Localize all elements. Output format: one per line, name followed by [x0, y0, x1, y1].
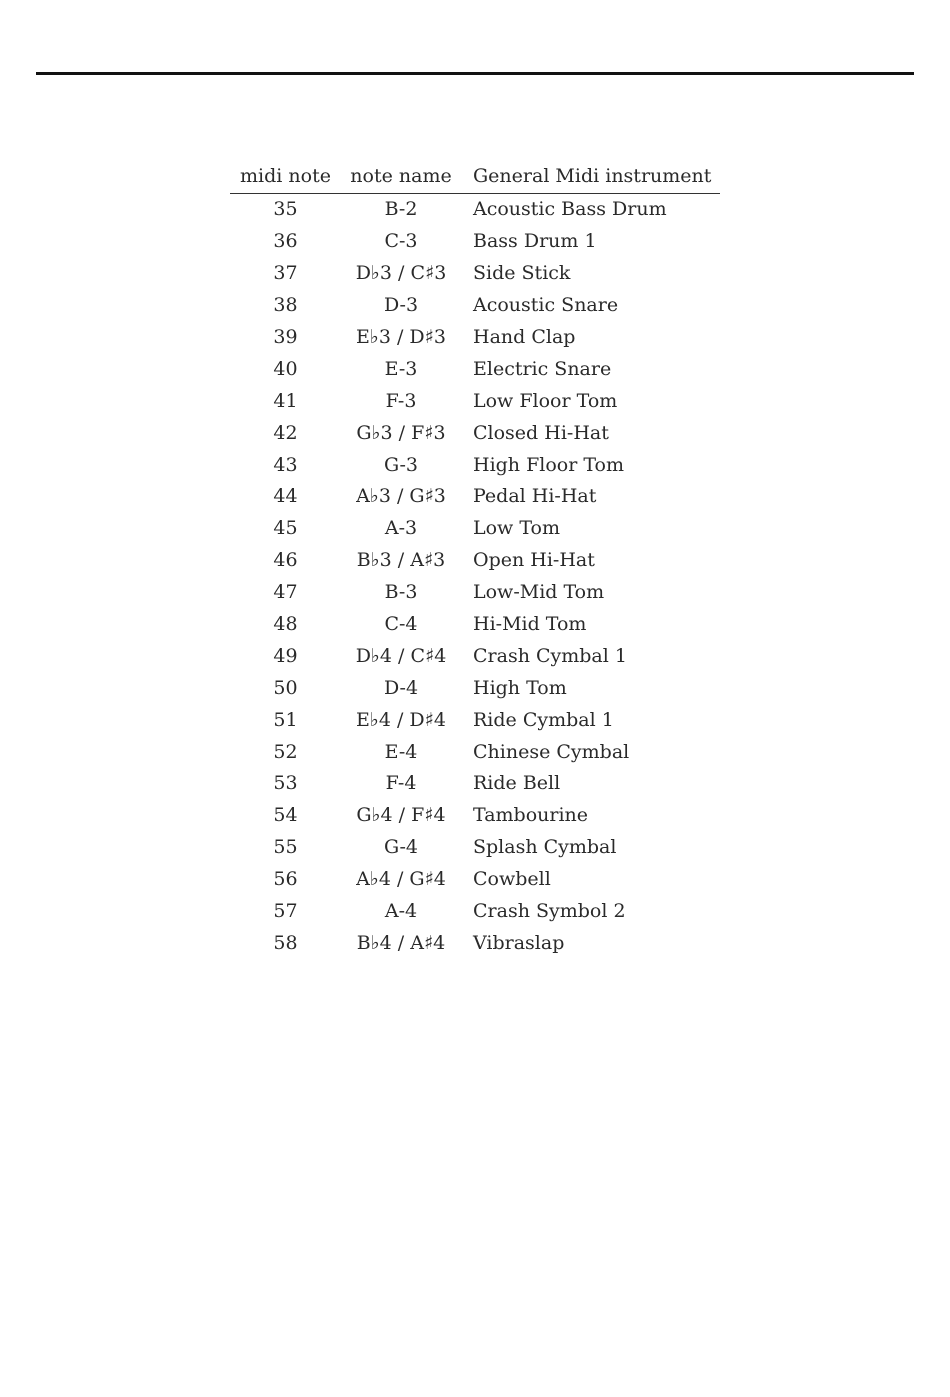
instrument-cell: Ride Cymbal 1 — [473, 708, 614, 731]
instrument-cell: Electric Snare — [473, 357, 612, 380]
midi-note-cell: 57 — [273, 900, 298, 923]
table-row — [230, 322, 720, 354]
midi-note-cell: 42 — [273, 421, 298, 444]
header-instrument: General Midi instrument — [473, 165, 712, 187]
note-name-cell: A-4 — [384, 900, 418, 923]
table-row — [230, 258, 720, 290]
note-name-cell: D-3 — [383, 294, 419, 317]
instrument-cell: Cowbell — [473, 868, 551, 891]
instrument-cell: Acoustic Bass Drum — [473, 198, 667, 221]
instrument-cell: Hand Clap — [473, 326, 576, 348]
note-name-cell: F-3 — [385, 389, 417, 412]
table-row — [230, 609, 720, 641]
instrument-cell: Side Stick — [473, 262, 571, 285]
note-name-cell: A-3 — [384, 517, 418, 540]
midi-note-cell: 36 — [273, 230, 298, 253]
table-row — [230, 545, 720, 577]
page-header-rule — [36, 72, 914, 75]
table-header-row — [230, 160, 720, 194]
instrument-cell: Crash Cymbal 1 — [473, 644, 627, 667]
table-row — [230, 449, 720, 481]
note-name-cell: E♭4 / D♯4 — [356, 708, 446, 731]
table-row — [230, 896, 720, 928]
midi-note-cell: 46 — [273, 549, 298, 572]
midi-note-cell: 44 — [273, 485, 298, 508]
instrument-cell: Vibraslap — [473, 931, 565, 954]
midi-note-cell: 43 — [273, 453, 298, 476]
midi-note-cell: 50 — [273, 676, 298, 699]
instrument-cell: Splash Cymbal — [473, 836, 617, 859]
midi-note-cell: 52 — [273, 740, 298, 763]
midi-note-cell: 56 — [273, 868, 298, 891]
midi-note-cell: 55 — [273, 836, 298, 859]
table-row — [230, 768, 720, 800]
midi-note-cell: 54 — [273, 804, 298, 827]
instrument-cell: Low Tom — [473, 517, 561, 540]
note-name-cell: F-4 — [385, 772, 417, 795]
table-row — [230, 672, 720, 704]
instrument-cell: Bass Drum 1 — [473, 230, 597, 253]
note-name-cell: G♭3 / F♯3 — [356, 421, 446, 444]
note-name-cell: B♭4 / A♯4 — [356, 931, 446, 954]
note-name-cell: E-4 — [384, 740, 418, 763]
header-note-name: note name — [350, 165, 452, 187]
note-name-cell: A♭3 / G♯3 — [356, 485, 446, 508]
midi-note-cell: 53 — [273, 772, 298, 795]
note-name-cell: C-4 — [384, 613, 418, 636]
table-row — [230, 353, 720, 385]
midi-drum-table — [230, 160, 720, 959]
note-name-cell: D♭3 / C♯3 — [355, 262, 447, 285]
table-row — [230, 864, 720, 896]
table-row — [230, 417, 720, 449]
table-row — [230, 927, 720, 959]
instrument-cell: High Tom — [473, 676, 567, 699]
midi-note-cell: 45 — [273, 517, 298, 540]
instrument-cell: Crash Symbol 2 — [473, 900, 626, 923]
instrument-cell: Open Hi-Hat — [473, 549, 595, 572]
note-name-cell: D-4 — [383, 676, 419, 699]
table-row — [230, 800, 720, 832]
midi-note-cell: 38 — [273, 294, 298, 317]
table-row — [230, 513, 720, 545]
table-row — [230, 385, 720, 417]
note-name-cell: G♭4 / F♯4 — [356, 804, 446, 827]
midi-note-cell: 41 — [273, 389, 298, 412]
table-row — [230, 290, 720, 322]
instrument-cell: Pedal Hi-Hat — [473, 485, 597, 508]
note-name-cell: D♭4 / C♯4 — [355, 644, 447, 667]
midi-note-cell: 51 — [273, 708, 298, 731]
midi-note-cell: 58 — [273, 931, 298, 954]
table-row — [230, 481, 720, 513]
table-row — [230, 736, 720, 768]
note-name-cell: G-4 — [383, 836, 419, 859]
instrument-cell: Low-Mid Tom — [473, 581, 605, 604]
note-name-cell: B-2 — [384, 198, 418, 221]
instrument-cell: Chinese Cymbal — [473, 740, 630, 763]
midi-note-cell: 40 — [273, 357, 298, 380]
note-name-cell: B-3 — [384, 581, 418, 604]
note-name-cell: E-3 — [384, 357, 418, 380]
midi-note-cell: 37 — [273, 262, 298, 285]
table-row — [230, 640, 720, 672]
header-midi-note: midi note — [240, 165, 331, 187]
instrument-cell: Acoustic Snare — [473, 294, 619, 317]
table-row — [230, 704, 720, 736]
midi-note-cell: 49 — [273, 644, 298, 667]
instrument-cell: Tambourine — [473, 804, 589, 827]
note-name-cell: E♭3 / D♯3 — [356, 326, 446, 348]
table-row — [230, 577, 720, 609]
table-row — [230, 832, 720, 864]
instrument-cell: Closed Hi-Hat — [473, 421, 609, 444]
midi-note-cell: 39 — [273, 326, 298, 348]
note-name-cell: G-3 — [383, 453, 419, 476]
midi-note-cell: 47 — [273, 581, 298, 604]
midi-note-cell: 48 — [273, 613, 298, 636]
instrument-cell: High Floor Tom — [473, 453, 624, 476]
note-name-cell: C-3 — [384, 230, 418, 253]
table-row — [230, 194, 720, 226]
instrument-cell: Ride Bell — [473, 772, 561, 795]
table-body — [230, 194, 720, 959]
table-row — [230, 226, 720, 258]
note-name-cell: B♭3 / A♯3 — [356, 549, 446, 572]
instrument-cell: Hi-Mid Tom — [473, 613, 587, 636]
note-name-cell: A♭4 / G♯4 — [356, 868, 446, 891]
instrument-cell: Low Floor Tom — [473, 389, 618, 412]
midi-note-cell: 35 — [273, 198, 298, 221]
